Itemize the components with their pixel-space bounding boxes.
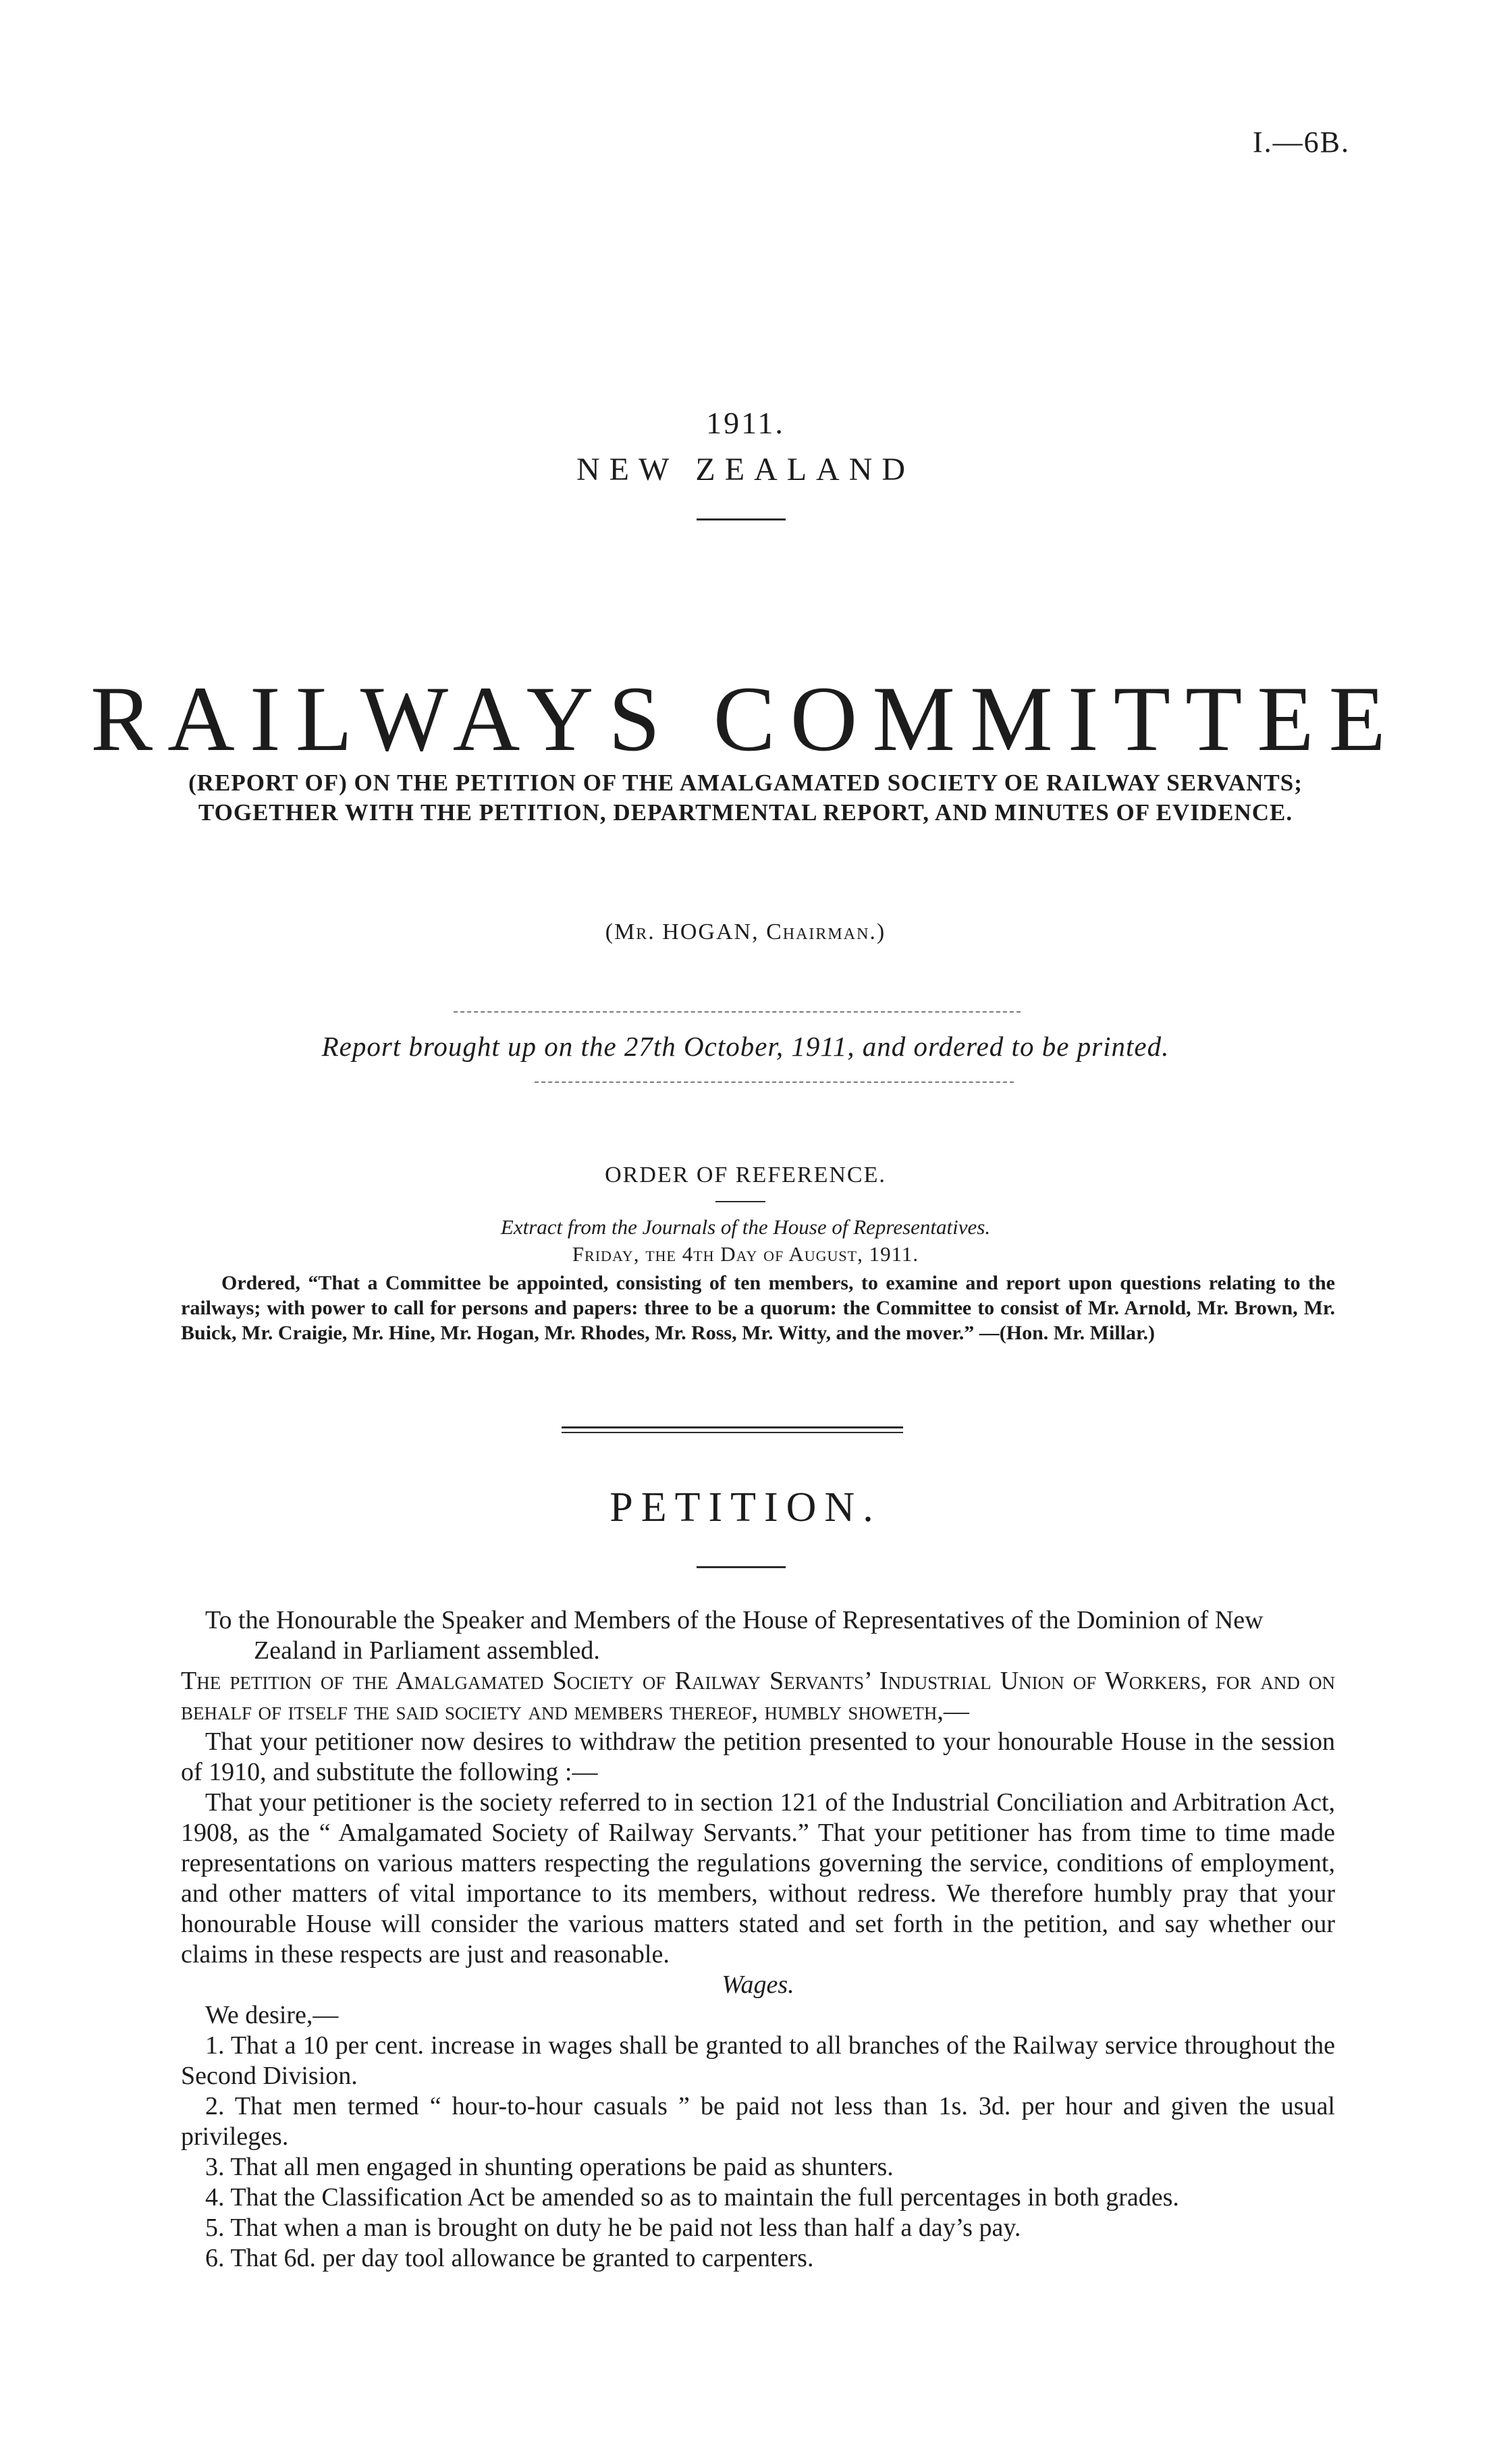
subtitle-line-1: (REPORT OF) ON THE PETITION OF THE AMALGAMATED SOCIETY OE RAILWAY SERVANTS; [188,770,1303,796]
petition-address: To the Honourable the Speaker and Members of the House of Representatives of the Dominion of New Zealand in Parliament assembled. [205,1606,1264,1665]
page-reference: I.—6B. [1253,126,1350,159]
order-of-reference-heading: ORDER OF REFERENCE. [605,1162,886,1187]
wage-item-4: 4. That the Classification Act be amended so as to maintain the full percentages in both grades. [205,2183,1179,2212]
wage-item-2: 2. That men termed “ hour-to-hour casuals ” be paid not less than 1s. 3d. per hour and given the usual privileges. [181,2092,1335,2151]
petition-heading: PETITION. [609,1484,882,1530]
year: 1911. [706,406,785,440]
report-note: Report brought up on the 27th October, 1911, and ordered to be printed. [321,1031,1170,1062]
we-desire: We desire,— [205,2001,339,2029]
subtitle-line-2: TOGETHER WITH THE PETITION, DEPARTMENTAL REPORT, AND MINUTES OF EVIDENCE. [198,799,1293,826]
petition-body [181,1605,1335,2274]
dotted-rule-top [454,1011,1021,1013]
wages-heading: Wages. [722,1971,794,1999]
order-of-reference-body: Ordered, “That a Committee be appointed, consisting of ten members, to examine and report upon questions relating to the railways; with power to call for persons and papers: three to be a quorum: the Committee to consist of Mr. Arnold, Mr. Brown, Mr. Buick, Mr. Craigie, Mr. Hine, Mr. Hogan, Mr. Rhodes, Mr. Ross, Mr. Witty, and the mover.” —(Hon. Mr. Millar.) [181,1272,1335,1344]
wage-item-3: 3. That all men engaged in shunting operations be paid as shunters. [205,2153,894,2181]
wage-item-1: 1. That a 10 per cent. increase in wages shall be granted to all branches of the Railway service throughout the Second Division. [181,2031,1335,2090]
divider-rule [715,1201,765,1202]
divider-rule [697,518,786,520]
wage-item-6: 6. That 6d. per day tool allowance be granted to carpenters. [205,2244,814,2272]
country-name: NEW ZEALAND [576,452,915,487]
chairman-line: (Mr. HOGAN, Chairman.) [605,919,886,944]
dotted-rule-bottom [535,1081,1014,1083]
reference-date: Friday, the 4th Day of August, 1911. [572,1242,919,1266]
main-title: RAILWAYS COMMITTEE [90,667,1401,770]
double-divider-rule [562,1426,903,1433]
petition-paragraph-2: That your petitioner is the society referred to in section 121 of the Industrial Conciliation and Arbitration Act, 1908, as the “ Amalgamated Society of Railway Servants.” That your petitioner has from time to time made representations on various matters respecting the regulations governing the service, conditions of employment, and other matters of vital importance to its members, without redress. We therefore humbly pray that your honourable House will consider the various matters stated and set forth in the petition, and say whether our claims in these respects are just and reasonable. [181,1788,1335,1968]
petition-opening: The petition of the Amalgamated Society of Railway Servants’ Industrial Union of Workers, for and on behalf of itself the said society and members thereof, humbly showeth,— [181,1667,1335,1725]
wage-item-5: 5. That when a man is brought on duty he be paid not less than half a day’s pay. [205,2214,1021,2242]
journal-extract: Extract from the Journals of the House of Representatives. [500,1215,991,1239]
divider-rule [697,1566,786,1568]
petition-paragraph-1: That your petitioner now desires to withdraw the petition presented to your honourable House in the session of 1910, and substitute the following :— [181,1728,1335,1786]
